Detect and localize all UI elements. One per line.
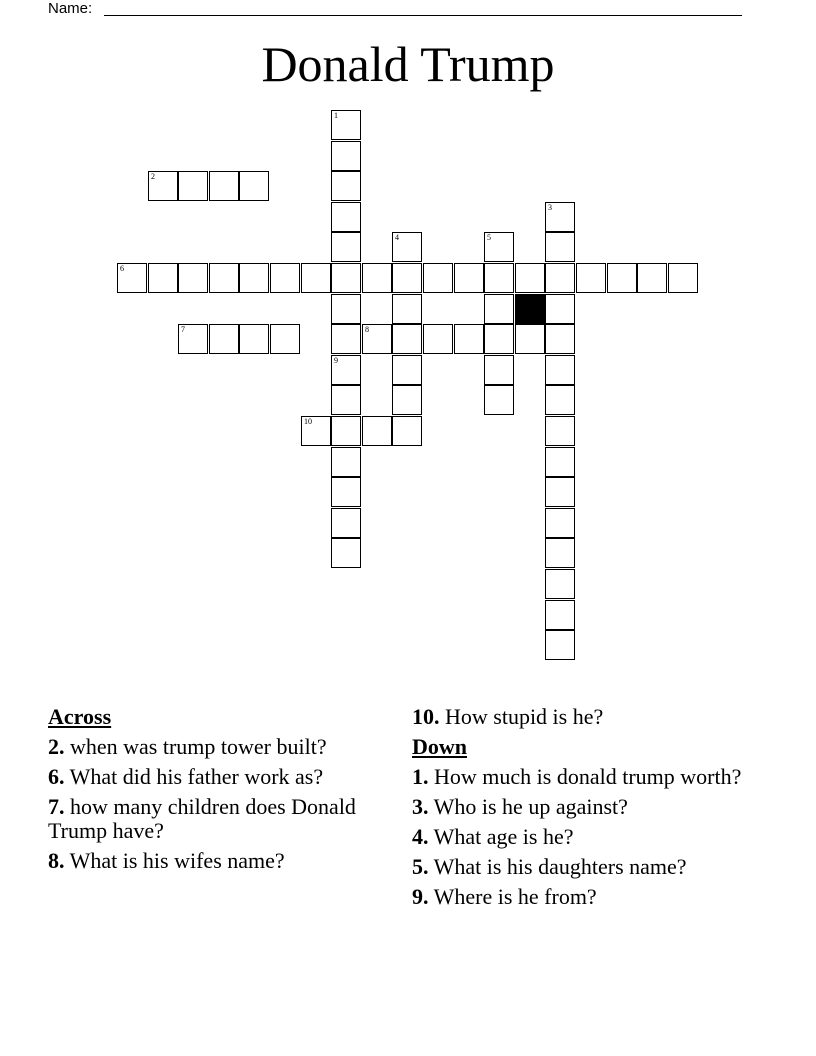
crossword-cell[interactable]: [545, 569, 575, 599]
clue-text: What did his father work as?: [69, 764, 324, 789]
crossword-cell[interactable]: [454, 263, 484, 293]
crossword-cell[interactable]: [331, 538, 361, 568]
crossword-cell[interactable]: [239, 324, 269, 354]
crossword-cell[interactable]: [117, 263, 147, 293]
clues-left-column: [48, 705, 368, 879]
crossword-cell[interactable]: [545, 600, 575, 630]
clue-number-label: 4: [395, 233, 399, 242]
crossword-cell[interactable]: [270, 263, 300, 293]
crossword-cell[interactable]: [576, 263, 606, 293]
crossword-cell[interactable]: [209, 171, 239, 201]
down-clue: [412, 795, 752, 819]
crossword-cell[interactable]: [545, 508, 575, 538]
crossword-cell[interactable]: [545, 202, 575, 232]
crossword-cell[interactable]: [545, 385, 575, 415]
clue-number-label: 5: [487, 233, 491, 242]
crossword-cell[interactable]: [545, 416, 575, 446]
crossword-cell[interactable]: [545, 294, 575, 324]
crossword-cell[interactable]: [392, 263, 422, 293]
clue-text: Where is he from?: [433, 884, 597, 909]
crossword-cell[interactable]: [209, 324, 239, 354]
crossword-cell[interactable]: [484, 294, 514, 324]
black-cell: [515, 294, 545, 324]
crossword-cell[interactable]: [392, 385, 422, 415]
down-clue: [412, 885, 752, 909]
crossword-cell[interactable]: [392, 416, 422, 446]
crossword-cell[interactable]: [545, 630, 575, 660]
clue-number: 5.: [412, 854, 429, 879]
crossword-cell[interactable]: [607, 263, 637, 293]
crossword-cell[interactable]: [209, 263, 239, 293]
clue-number-label: 10: [304, 417, 312, 426]
clue-number-label: 3: [548, 203, 552, 212]
crossword-cell[interactable]: [270, 324, 300, 354]
crossword-cell[interactable]: [484, 385, 514, 415]
clue-number: 7.: [48, 794, 65, 819]
clue-text: how many children does Donald Trump have?: [48, 794, 356, 843]
crossword-cell[interactable]: [362, 324, 392, 354]
crossword-cell[interactable]: [545, 324, 575, 354]
clue-number-label: 1: [334, 111, 338, 120]
crossword-cell[interactable]: [239, 171, 269, 201]
crossword-cell[interactable]: [331, 385, 361, 415]
across-heading: Across: [48, 704, 112, 729]
clue-text: when was trump tower built?: [70, 734, 327, 759]
clue-text: Who is he up against?: [433, 794, 628, 819]
crossword-cell[interactable]: [545, 477, 575, 507]
crossword-cell[interactable]: [301, 416, 331, 446]
crossword-cell[interactable]: [392, 232, 422, 262]
crossword-cell[interactable]: [301, 263, 331, 293]
crossword-cell[interactable]: [392, 355, 422, 385]
across-clue: [48, 849, 368, 873]
clue-number-label: 8: [365, 325, 369, 334]
crossword-cell[interactable]: [515, 324, 545, 354]
clue-number-label: 6: [120, 264, 124, 273]
crossword-cell[interactable]: [545, 447, 575, 477]
down-clue: [412, 765, 752, 789]
clue-number: 3.: [412, 794, 429, 819]
crossword-cell[interactable]: [423, 263, 453, 293]
crossword-cell[interactable]: [331, 508, 361, 538]
across-clue: [48, 795, 368, 843]
clue-number-label: 9: [334, 356, 338, 365]
across-clue: [412, 705, 752, 729]
clues-right-column: [412, 705, 752, 915]
clue-number-label: 7: [181, 325, 185, 334]
down-clue: [412, 855, 752, 879]
clue-text: What is his daughters name?: [433, 854, 687, 879]
crossword-cell[interactable]: [331, 232, 361, 262]
clue-text: What is his wifes name?: [69, 848, 285, 873]
clue-number: 6.: [48, 764, 65, 789]
crossword-cell[interactable]: [331, 110, 361, 140]
clue-text: How much is donald trump worth?: [434, 764, 742, 789]
crossword-cell[interactable]: [515, 263, 545, 293]
crossword-cell[interactable]: [545, 538, 575, 568]
clue-number: 2.: [48, 734, 65, 759]
across-clue: [48, 765, 368, 789]
crossword-cell[interactable]: [148, 263, 178, 293]
name-label: Name:: [48, 0, 93, 17]
crossword-cell[interactable]: [637, 263, 667, 293]
crossword-cell[interactable]: [484, 355, 514, 385]
crossword-cell[interactable]: [331, 141, 361, 171]
crossword-cell[interactable]: [331, 355, 361, 385]
clue-number: 8.: [48, 848, 65, 873]
crossword-cell[interactable]: [392, 294, 422, 324]
puzzle-title: Donald Trump: [261, 36, 555, 92]
crossword-cell[interactable]: [484, 324, 514, 354]
crossword-cell[interactable]: [392, 324, 422, 354]
crossword-cell[interactable]: [331, 171, 361, 201]
crossword-cell[interactable]: [454, 324, 484, 354]
clue-number: 9.: [412, 884, 429, 909]
crossword-cell[interactable]: [331, 294, 361, 324]
crossword-cell[interactable]: [331, 416, 361, 446]
crossword-cell[interactable]: [668, 263, 698, 293]
crossword-cell[interactable]: [331, 263, 361, 293]
crossword-cell[interactable]: [239, 263, 269, 293]
crossword-cell[interactable]: [331, 477, 361, 507]
clue-number: 10.: [412, 704, 440, 729]
clue-text: How stupid is he?: [445, 704, 604, 729]
crossword-cell[interactable]: [545, 232, 575, 262]
crossword-cell[interactable]: [178, 324, 208, 354]
crossword-cell[interactable]: [545, 355, 575, 385]
clue-text: What age is he?: [433, 824, 574, 849]
down-clue: [412, 825, 752, 849]
crossword-cell[interactable]: [178, 263, 208, 293]
crossword-cell[interactable]: [423, 324, 453, 354]
crossword-cell[interactable]: [362, 416, 392, 446]
crossword-cell[interactable]: [362, 263, 392, 293]
crossword-cell[interactable]: [178, 171, 208, 201]
crossword-cell[interactable]: [545, 263, 575, 293]
crossword-cell[interactable]: [331, 202, 361, 232]
clue-number: 4.: [412, 824, 429, 849]
down-heading: Down: [412, 734, 468, 759]
crossword-cell[interactable]: [484, 232, 514, 262]
crossword-cell[interactable]: [148, 171, 178, 201]
crossword-cell[interactable]: [331, 447, 361, 477]
crossword-cell[interactable]: [484, 263, 514, 293]
crossword-cell[interactable]: [331, 324, 361, 354]
clue-number-label: 2: [151, 172, 155, 181]
across-clue: [48, 735, 368, 759]
clue-number: 1.: [412, 764, 429, 789]
